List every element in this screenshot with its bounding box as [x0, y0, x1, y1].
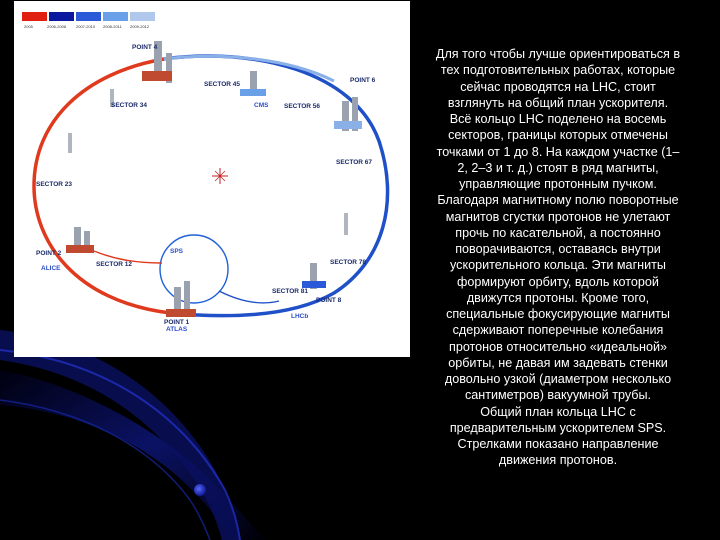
legend-label: 2009-2012: [130, 24, 150, 29]
transfer-line: [219, 291, 279, 303]
text-line: Общий план кольца LHC с: [480, 404, 636, 419]
lhc-plan-figure: [14, 1, 410, 357]
legend-swatch: [49, 12, 74, 21]
text-line: протонов относительно «идеальной»: [449, 339, 667, 354]
text-line: сантиметров) вакуумной трубы.: [464, 388, 652, 403]
point-6-structure-icon: [334, 97, 362, 131]
sector-67-label: SECTOR 67: [336, 159, 373, 166]
text-line: предварительным ускорителем SPS.: [449, 420, 667, 435]
sector-12-label: SECTOR 12: [96, 261, 133, 268]
text-line: формируют орбиту, вдоль которой: [457, 274, 659, 289]
legend-swatch: [130, 12, 155, 21]
cms-label: CMS: [254, 102, 269, 109]
text-line: движения протонов.: [498, 453, 618, 468]
text-line: тех подготовительных работах, которые: [440, 63, 676, 78]
text-line: Для того чтобы лучше ориентироваться в: [435, 47, 681, 61]
lhcb-label: LHCb: [291, 313, 309, 320]
sector-34-label: SECTOR 34: [111, 102, 148, 109]
text-line: поворачиваются, оставаясь внутри: [455, 242, 661, 256]
text-line: точками от 1 до 8. На каждом участке (1–: [436, 144, 680, 159]
background-dot: [194, 484, 206, 496]
text-line: 2, 2–3 и т. д.) стоят в ряд магниты,: [457, 160, 659, 175]
text-line: управляющие протонным пучком.: [459, 177, 657, 191]
legend-swatch: [22, 12, 47, 21]
text-line: движутся протоны. Кроме того,: [466, 290, 650, 305]
text-line: сдерживают поперечные колебания: [452, 323, 664, 338]
text-line: секторов, границы которых отмечены: [448, 128, 668, 143]
point-8-structure-icon: [302, 263, 326, 289]
text-line: сейчас проводятся на LHC, стоит: [460, 79, 656, 94]
point-6-label: POINT 6: [350, 77, 376, 84]
sector-78-label: SECTOR 78: [330, 259, 367, 266]
alice-structure-icon: [66, 227, 94, 253]
point-8-label: POINT 8: [316, 297, 342, 304]
lhc-ring-right-half: [164, 56, 388, 316]
atlas-structure-icon: [166, 281, 196, 317]
point-2-label: POINT 2: [36, 250, 62, 257]
text-line: ускорительного кольца. Эти магниты: [450, 258, 666, 273]
legend-label: 2007-2010: [76, 24, 96, 29]
text-line: прочь по касательной, а постоянно: [455, 225, 661, 240]
atlas-label: ATLAS: [166, 326, 188, 333]
point-4-label: POINT 4: [132, 44, 158, 51]
legend-label: 2005: [24, 24, 33, 29]
cms-structure-icon: [240, 71, 266, 96]
compass-icon: [212, 168, 228, 184]
text-line: Благодаря магнитному полю поворотные: [437, 193, 679, 208]
legend-swatch: [103, 12, 128, 21]
alice-label: ALICE: [41, 265, 61, 272]
text-line: орбиты, не давая им задевать стенки: [448, 355, 668, 370]
sector-81-label: SECTOR 81: [272, 288, 309, 295]
sps-label: SPS: [170, 248, 184, 255]
legend-label: 2008-2011: [103, 24, 122, 29]
point-1-label: POINT 1: [164, 319, 190, 326]
legend-label: 2006-2008: [47, 24, 67, 29]
text-line: специальные фокусирующие магниты: [446, 307, 670, 321]
sector-45-label: SECTOR 45: [204, 81, 241, 88]
text-line: довольно узкой (диаметром несколько: [444, 372, 672, 386]
legend-swatch: [76, 12, 101, 21]
sector-56-label: SECTOR 56: [284, 103, 321, 110]
lhc-ring-diagram: [14, 1, 410, 357]
sps-ring: [160, 235, 228, 303]
text-line: магнитов сгустки протонов не улетают: [445, 209, 671, 224]
shaft-icon: [68, 89, 348, 235]
slide-text: [417, 46, 699, 469]
text-line: взглянуть на общий план ускорителя.: [447, 95, 669, 110]
text-line: Всё кольцо LHC поделено на восемь: [449, 112, 667, 126]
text-line: Стрелками показано направление: [457, 437, 659, 451]
sector-23-label: SECTOR 23: [36, 181, 73, 188]
